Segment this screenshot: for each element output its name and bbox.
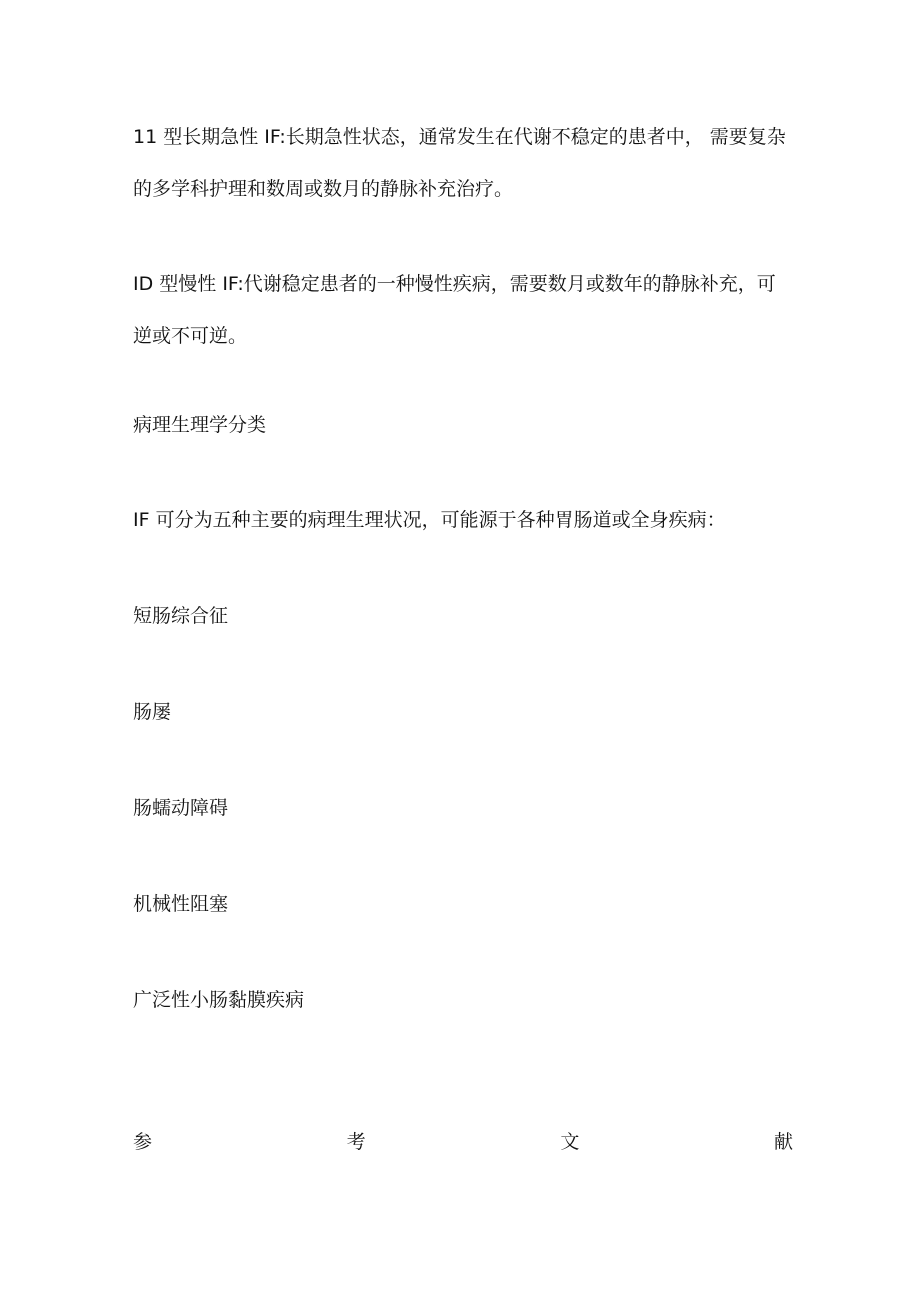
paragraph-type-iii-if: ID 型慢性 IF:代谢稳定患者的一种慢性疾病，需要数月或数年的静脉补充，可逆或不可逆。 xyxy=(133,273,776,347)
condition-item: 肠屡 xyxy=(133,701,172,723)
condition-item: 肠蠕动障碍 xyxy=(133,797,229,819)
condition-item: 短肠综合征 xyxy=(133,605,229,627)
condition-item: 广泛性小肠黏膜疾病 xyxy=(133,989,305,1011)
references-heading-char: 参 xyxy=(133,1131,153,1153)
references-heading xyxy=(133,1130,793,1154)
paragraph-type-ii-if: 11 型长期急性 IF:长期急性状态，通常发生在代谢不稳定的患者中， 需要复杂的多学科护理和数周或数月的静脉补充治疗。 xyxy=(133,126,786,200)
references-heading-char: 献 xyxy=(773,1131,793,1153)
references-heading-char: 文 xyxy=(560,1131,580,1153)
references-heading-char: 考 xyxy=(346,1131,366,1153)
condition-item: 机械性阻塞 xyxy=(133,893,229,915)
paragraph-classification-intro: IF 可分为五种主要的病理生理状况，可能源于各种胃肠道或全身疾病： xyxy=(133,509,726,531)
section-heading-pathophysiology: 病理生理学分类 xyxy=(133,414,267,436)
